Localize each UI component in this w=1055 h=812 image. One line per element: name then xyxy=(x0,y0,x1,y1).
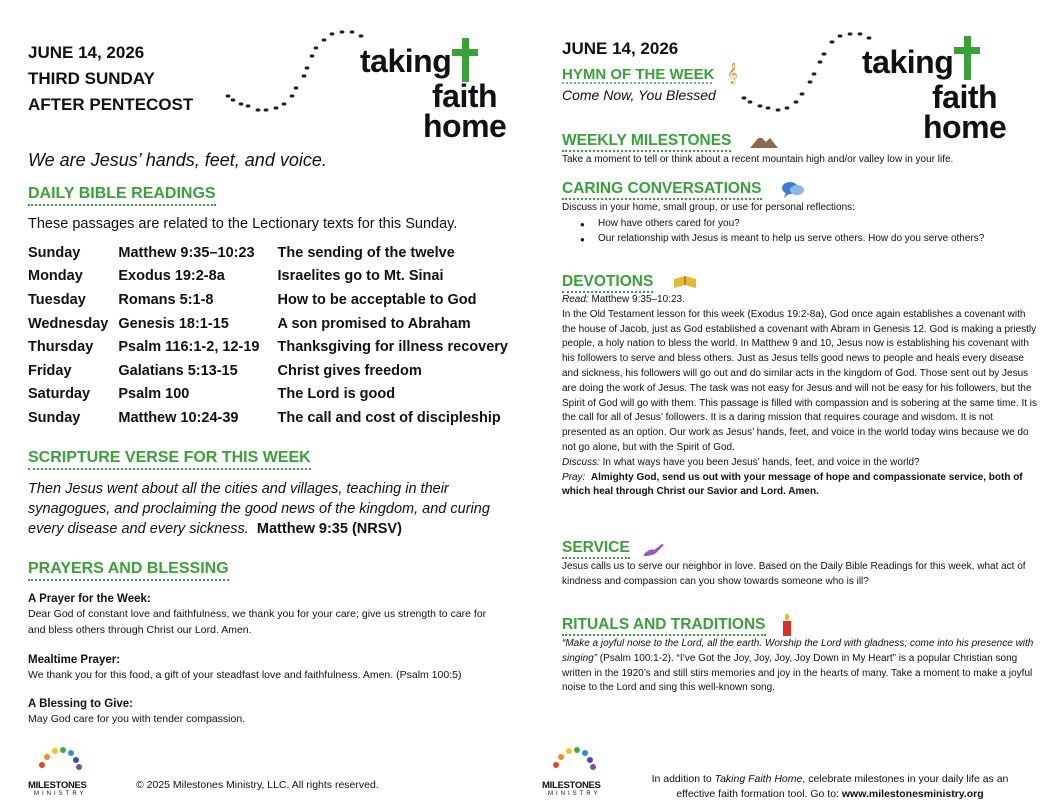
reading-row xyxy=(28,265,508,289)
milestones-title: WEEKLY MILESTONES xyxy=(562,132,731,152)
devotion-text: In the Old Testament lesson for this week (Exodus 19:2-8a), God once again establishes a covenant with the house of Jacob, just as God established a covenant with Abram in Genesis 12. God is making a priestly people, a holy nation to bless the world. In Matthew 9 and 10, Jesus now is establishing his covenant with his followers to serve and bless others. Just as Jesus tells good news to people and heals every disease and sickness, his followers will go out and do similar acts in the kingdom of God. Those sent out by Jesus are doing the work of Jesus. The task was not easy for Jesus and will not be easy for his followers, but the Spirit of God will go with them. This passage is filled with compassion and is sobering at the same time. It is the call for all of Jesus’ followers. It is a daring mission that requires courage and wisdom. It is not presented as an option. Our work as Jesus’ hands, feet, and voice in the world today wins because we do not go alone, but with the Spirit of God. xyxy=(562,308,1038,453)
hymn-title: HYMN OF THE WEEK xyxy=(562,66,715,83)
footprints-icon xyxy=(208,26,318,116)
footer-promo: In addition to Taking Faith Home, celebrate milestones in your daily life as an effective faith formation tool. Go to: www.milestonesministry.org xyxy=(651,773,1009,800)
milestones-logo-word: MILESTONES xyxy=(28,780,87,791)
reading-desc: Christ gives freedom xyxy=(277,362,422,379)
caring-title: CARING CONVERSATIONS xyxy=(562,180,762,200)
reading-row xyxy=(28,406,508,430)
reading-ref: Exodus 19:2-8a xyxy=(118,268,225,285)
music-note-icon: 𝄞 xyxy=(726,63,738,83)
cross-icon xyxy=(452,38,478,82)
reading-ref: Psalm 116:1-2, 12-19 xyxy=(118,339,260,356)
open-book-icon xyxy=(672,273,698,291)
devotions-title: DEVOTIONS xyxy=(562,273,653,293)
reading-row xyxy=(28,335,508,359)
service-text: Jesus calls us to serve our neighbor in love. Based on the Daily Bible Readings for this week, what act of kindness and compassion can you show towards someone who is ill? xyxy=(562,561,1026,587)
cross-icon xyxy=(954,36,980,80)
milestones-logo-ministry: MINISTRY xyxy=(548,791,601,797)
rituals-title: RITUALS AND TRADITIONS xyxy=(562,616,766,636)
service-title: SERVICE xyxy=(562,539,630,559)
reading-ref: Genesis 18:1-15 xyxy=(118,315,229,332)
scripture-title: SCRIPTURE VERSE FOR THIS WEEK xyxy=(28,449,311,470)
reading-day: Friday xyxy=(28,362,72,379)
prayers-title: PRAYERS AND BLESSING xyxy=(28,560,229,581)
reading-day: Sunday xyxy=(28,409,81,426)
scripture-ref: Matthew 9:35 (NRSV) xyxy=(256,521,402,537)
devotions-read-line xyxy=(562,293,1038,308)
logo-word-taking: taking xyxy=(862,44,954,80)
prayer-week-text: Dear God of constant love and faithfulness, we thank you for your care; give us strength to care for and bless others through Christ our Lord. Amen. xyxy=(28,608,487,636)
left-date-block xyxy=(28,40,193,118)
logo-word-taking: taking xyxy=(360,43,452,79)
reading-desc: A son promised to Abraham xyxy=(277,315,471,332)
right-date-block xyxy=(562,38,738,103)
caring-intro: Discuss in your home, small group, or use for personal reflections: xyxy=(562,202,855,213)
reading-ref: Psalm 100 xyxy=(118,386,190,403)
left-date: JUNE 14, 2026 xyxy=(28,43,145,62)
reading-desc: How to be acceptable to God xyxy=(277,291,477,308)
taking-faith-home-logo-right xyxy=(740,28,1010,145)
mealtime-heading: Mealtime Prayer: xyxy=(28,654,121,666)
left-occasion-1: THIRD SUNDAY xyxy=(28,69,155,88)
helping-hand-icon xyxy=(642,538,666,558)
reading-day: Saturday xyxy=(28,386,91,403)
prayer-week-heading: A Prayer for the Week: xyxy=(28,593,151,605)
rituals-heading-row xyxy=(562,613,794,637)
logo-word-home: home xyxy=(423,108,507,144)
caring-list xyxy=(562,217,1038,247)
milestones-dots-icon xyxy=(28,745,88,775)
daily-readings-title: DAILY BIBLE READINGS xyxy=(28,185,216,206)
blessing-block xyxy=(28,697,503,728)
milestones-heading-row xyxy=(562,132,778,152)
reading-desc: The sending of the twelve xyxy=(277,244,455,261)
reading-day: Tuesday xyxy=(28,291,86,308)
reading-day: Sunday xyxy=(28,244,81,261)
discuss-text: In what ways have you been Jesus’ hands, feet, and voice in the world? xyxy=(599,456,920,468)
pray-line xyxy=(562,471,1038,501)
reading-desc: Israelites go to Mt. Sinai xyxy=(277,268,444,285)
discuss-label: Discuss: xyxy=(562,456,600,468)
service-heading-row xyxy=(562,538,666,559)
daily-readings-intro: These passages are related to the Lectionary texts for this Sunday. xyxy=(28,216,458,232)
caring-item-2: ● Our relationship with Jesus is meant to help us serve others. How do you serve others? xyxy=(562,232,1038,247)
reading-desc: Thanksgiving for illness recovery xyxy=(277,339,508,356)
reading-ref: Matthew 10:24-39 xyxy=(118,409,239,426)
prayer-week-block xyxy=(28,592,503,638)
reading-ref: Matthew 9:35–10:23 xyxy=(118,244,255,261)
pray-label: Pray: xyxy=(562,471,586,483)
read-label: Read: xyxy=(562,294,589,305)
left-page xyxy=(28,0,508,812)
reading-row xyxy=(28,359,508,383)
mealtime-block xyxy=(28,653,503,684)
milestones-dots-icon xyxy=(542,745,602,775)
hymn-name: Come Now, You Blessed xyxy=(562,87,716,103)
reading-day: Thursday xyxy=(28,339,94,356)
mountain-icon xyxy=(750,132,778,150)
rituals-quote: “Make a joyful noise to the Lord, all the earth. Worship the Lord with gladness; come into his presence with singing” xyxy=(562,638,1034,664)
reading-row xyxy=(28,241,508,265)
copyright: © 2025 Milestones Ministry, LLC. All rights reserved. xyxy=(136,779,379,791)
reading-desc: The Lord is good xyxy=(277,386,396,403)
reading-desc: The call and cost of discipleship xyxy=(277,409,501,426)
right-page xyxy=(542,0,1038,812)
logo-word-home: home xyxy=(923,109,1007,145)
scripture-text: Then Jesus went about all the cities and villages, teaching in their synagogues, and proclaiming the good news of the kingdom, and curing every disease and every sickness. xyxy=(28,481,490,537)
taking-faith-home-logo xyxy=(208,26,507,144)
devotions-heading-row xyxy=(562,273,698,293)
mealtime-text: We thank you for this food, a gift of your steadfast love and faithfulness. Amen. (Psalm 100:5) xyxy=(28,669,462,682)
discuss-line xyxy=(562,456,1038,471)
speech-bubbles-icon xyxy=(780,179,806,199)
caring-item-1: ● How have others cared for you? xyxy=(562,217,1038,232)
logo-word-faith: faith xyxy=(432,78,498,114)
reading-day: Wednesday xyxy=(28,315,109,332)
logo-word-faith: faith xyxy=(932,79,998,115)
reading-row xyxy=(28,288,508,312)
blessing-text: May God care for you with tender compassion. xyxy=(28,713,246,726)
read-ref: Matthew 9:35–10:23. xyxy=(588,294,685,305)
rituals-body xyxy=(562,637,1038,696)
milestones-logo xyxy=(28,745,90,797)
left-occasion-2: AFTER PENTECOST xyxy=(28,95,194,114)
milestones-logo-ministry: MINISTRY xyxy=(34,791,87,797)
milestones-logo-word: MILESTONES xyxy=(542,780,601,791)
rituals-text: (Psalm 100:1-2). “I’ve Got the Joy, Joy, Joy, Joy Down in My Heart” is a popular Christian song written in the 1920’s and still stirs memories and joy in the hearts of many. Take a moment to make a joyful noise to the Lord and sing this well-known song. xyxy=(562,652,1033,694)
devotions-body xyxy=(562,293,1038,500)
reading-row xyxy=(28,312,508,336)
pray-text: Almighty God, send us out with your message of hope and compassionate service, both of which heal through Christ our Savior and Lord. Amen. xyxy=(562,471,1023,498)
caring-heading-row xyxy=(562,179,806,200)
readings-table xyxy=(28,241,508,430)
tagline: We are Jesus’ hands, feet, and voice. xyxy=(28,150,327,170)
scripture-verse xyxy=(28,479,498,539)
candle-icon xyxy=(780,613,794,637)
right-date: JUNE 14, 2026 xyxy=(562,39,679,58)
reading-row xyxy=(28,383,508,407)
reading-ref: Romans 5:1-8 xyxy=(118,291,214,308)
milestones-text: Take a moment to tell or think about a recent mountain high and/or valley low in your life. xyxy=(562,154,954,165)
milestones-logo-right xyxy=(542,745,604,797)
blessing-heading: A Blessing to Give: xyxy=(28,698,134,710)
website-link[interactable]: www.milestonesministry.org xyxy=(841,788,984,800)
reading-ref: Galatians 5:13-15 xyxy=(118,362,238,379)
reading-day: Monday xyxy=(28,268,83,285)
